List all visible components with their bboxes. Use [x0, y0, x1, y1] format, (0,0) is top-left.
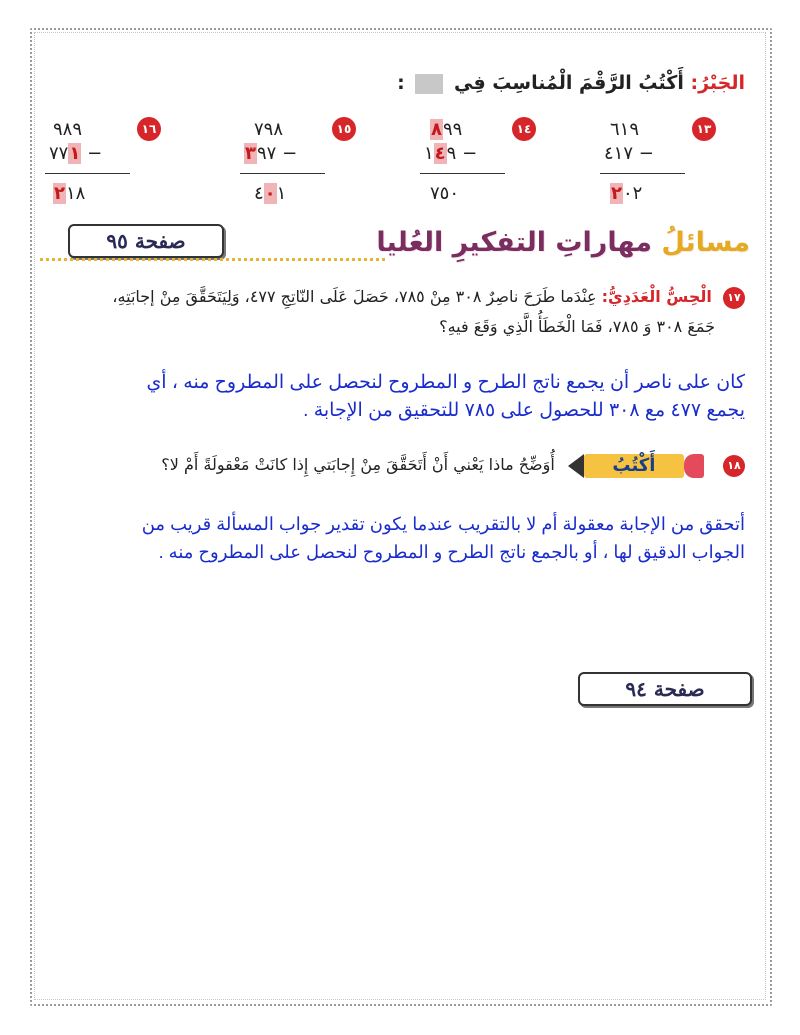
- algebra-label: الجَبْرُ:: [690, 72, 745, 94]
- section-title: [376, 227, 750, 258]
- minuend: ٩٨٩: [53, 119, 83, 140]
- subtrahend: ٧٧١ −: [49, 143, 103, 164]
- subtrahend: ٤١٧ −: [604, 143, 654, 164]
- algebra-suffix: :: [397, 72, 405, 94]
- subtrahend: ١٤٩ −: [424, 143, 478, 164]
- question-text-line1: عِنْدَما طَرَحَ ناصِرٌ ٣٠٨ مِنْ ٧٨٥، حَصَلَ عَلَى النّاتِجِ ٤٧٧، وَلِيَتَحَقَّقَ مِنْ إجابَتِهِ،: [112, 287, 597, 306]
- question-text: أُوَضِّحُ ماذا يَعْني أَنْ أَتَحَقَّقَ مِنْ إِجابَتي إِذا كانَتْ مَعْقولَةً أَمْ لا؟: [161, 455, 555, 474]
- problem-number-badge: ١٤: [512, 117, 536, 141]
- answer-18: [30, 510, 745, 566]
- question-18: [30, 450, 745, 480]
- page-badge-95: صفحة ٩٥: [68, 224, 224, 258]
- minuend: ٧٩٨: [254, 119, 284, 140]
- sum-rule: [45, 173, 130, 174]
- difference: ٢١٨: [54, 183, 86, 204]
- blank-box: [415, 74, 443, 94]
- problem-number-badge: ١٣: [692, 117, 716, 141]
- question-number-badge: ١٧: [723, 287, 745, 309]
- dotted-divider: [40, 258, 385, 261]
- algebra-text: أَكْتُبُ الرَّقْمَ الْمُناسِبَ فِي: [454, 72, 684, 94]
- minuend: ٦١٩: [610, 119, 640, 140]
- problem-number-badge: ١٥: [332, 117, 356, 141]
- answer-line1: أتحقق من الإجابة معقولة أم لا بالتقريب عندما يكون تقدير جواب المسألة قريب من: [141, 514, 745, 534]
- answer-line2: الجواب الدقيق لها ، أو بالجمع ناتج الطرح و المطروح لنحصل على المطروح منه .: [158, 542, 745, 562]
- answer-line2: يجمع ٤٧٧ مع ٣٠٨ للحصول على ٧٨٥ للتحقيق من الإجابة .: [303, 400, 745, 421]
- section-title-swirl: مسائلُ: [661, 227, 750, 258]
- answer-17: [30, 369, 745, 425]
- problem-number-badge: ١٦: [137, 117, 161, 141]
- question-text-line2: جَمَعَ ٣٠٨ وَ ٧٨٥، فَمَا الْخَطَأُ الَّذِي وَقَعَ فيهِ؟: [439, 317, 715, 336]
- pencil-label: أَكْتُبُ: [584, 454, 684, 478]
- minuend: ٨٩٩: [431, 119, 463, 140]
- algebra-instruction: [225, 72, 745, 94]
- difference: ٢٠٢: [611, 183, 643, 204]
- sum-rule: [240, 173, 325, 174]
- question-number-badge: ١٨: [723, 455, 745, 477]
- subtrahend: ٣٩٧ −: [245, 143, 298, 164]
- answer-line1: كان على ناصر أن يجمع ناتج الطرح و المطروح لنحصل على المطروح منه ، أي: [146, 372, 745, 393]
- pencil-icon: [566, 452, 706, 480]
- question-17: [30, 282, 745, 342]
- section-title-text: مهاراتِ التفكيرِ العُليا: [376, 227, 653, 258]
- page-badge-94: صفحة ٩٤: [578, 672, 752, 706]
- difference: ٧٥٠: [430, 183, 460, 204]
- sum-rule: [420, 173, 505, 174]
- difference: ٤٠١: [254, 183, 287, 204]
- question-label: الْحِسُّ الْعَدَدِيُّ:: [601, 287, 712, 306]
- sum-rule: [600, 173, 685, 174]
